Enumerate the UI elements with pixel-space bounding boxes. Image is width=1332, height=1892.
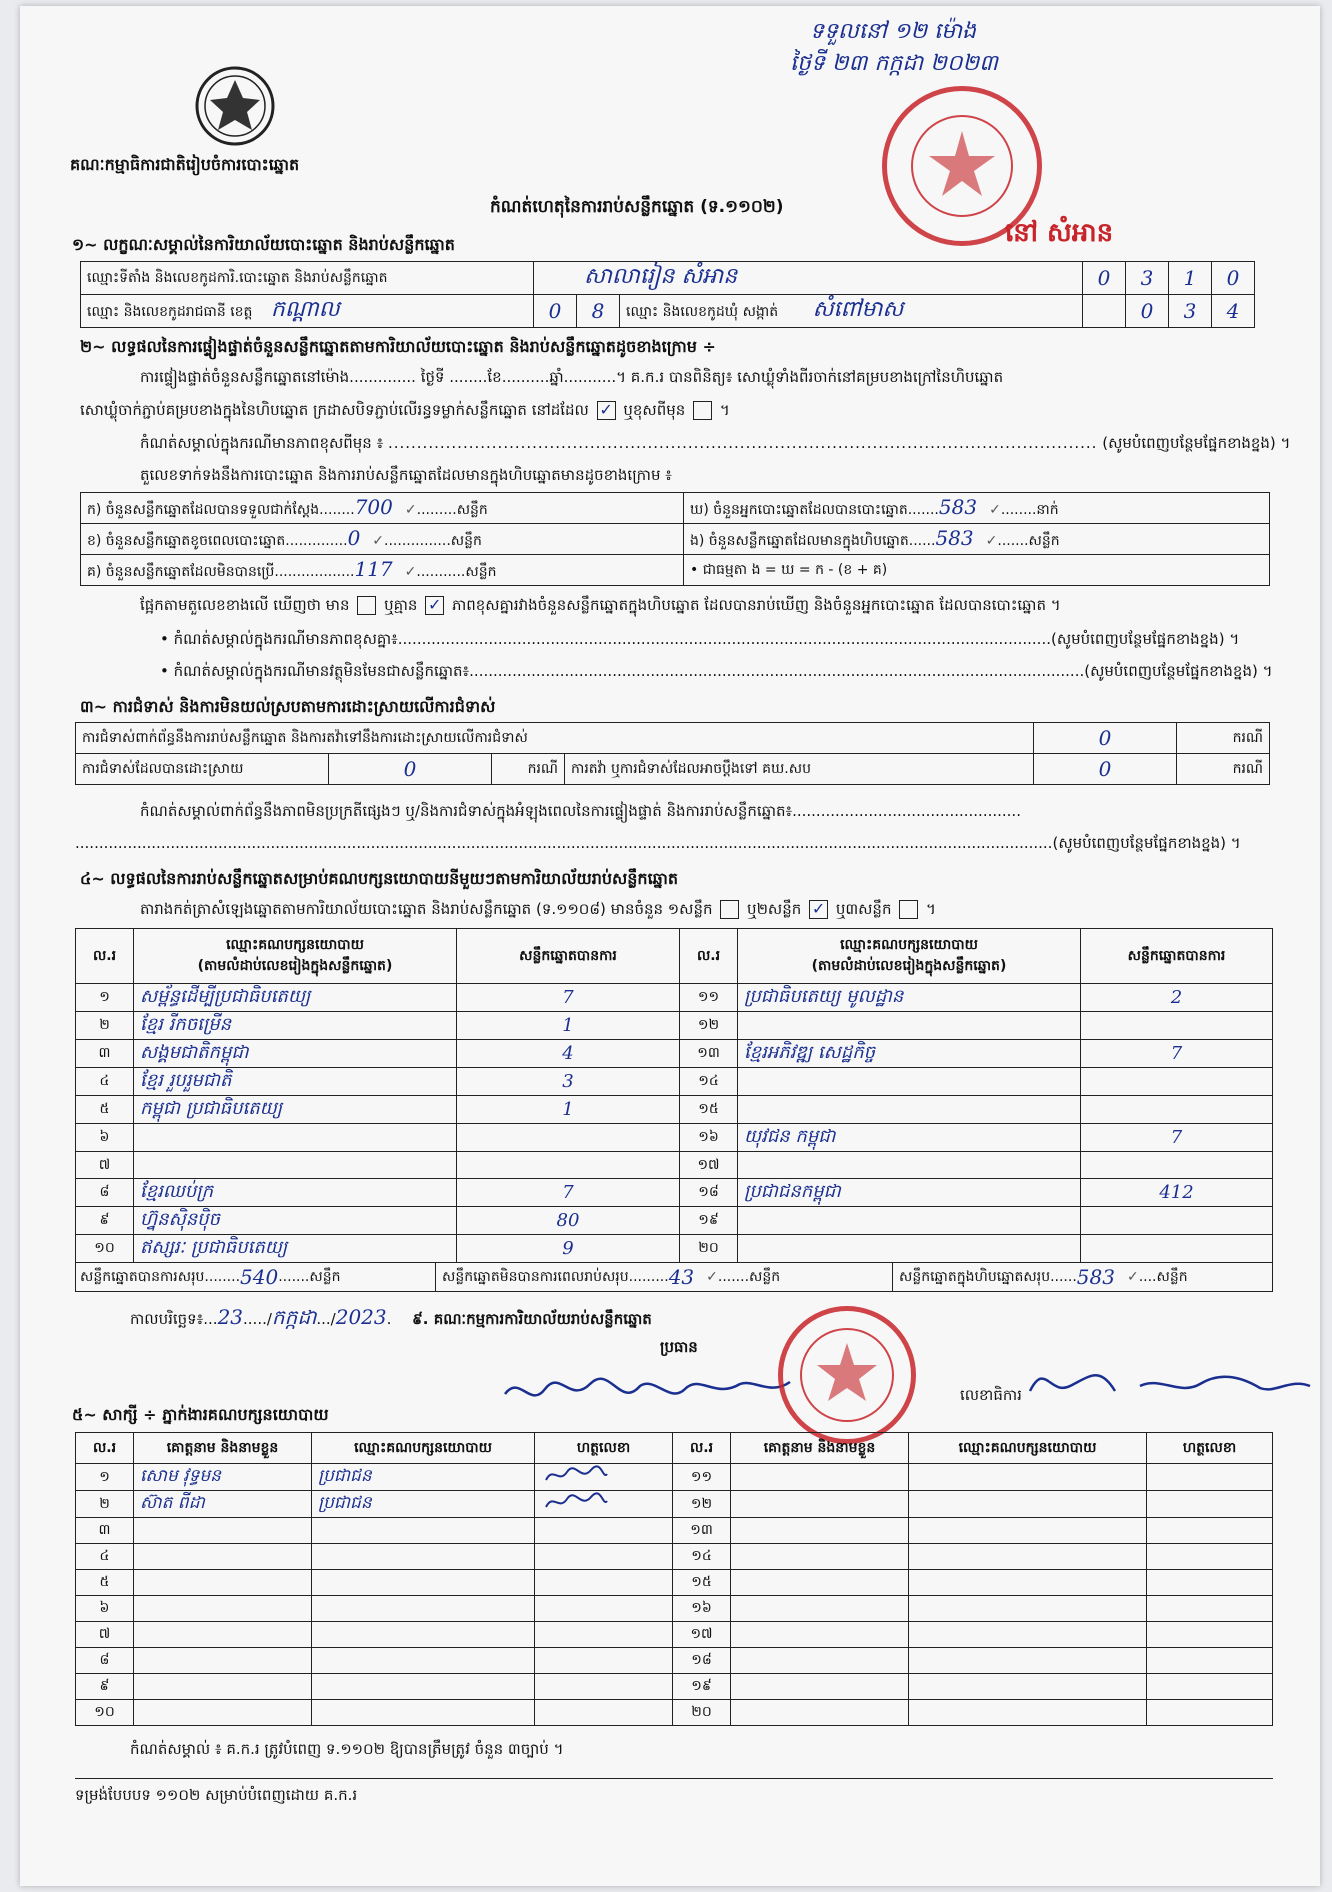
valid-votes xyxy=(457,1124,680,1152)
date-month: កក្កដា xyxy=(271,1305,317,1329)
emblem-logo xyxy=(190,64,280,152)
commune-code-1: 0 xyxy=(1126,295,1169,328)
table-row xyxy=(76,1235,1273,1263)
agent-name xyxy=(134,1570,312,1596)
valid-votes: 1 xyxy=(457,1012,680,1040)
row-number: ១១ xyxy=(673,1464,731,1491)
agent-party xyxy=(909,1622,1147,1648)
valid-votes: 1 xyxy=(457,1096,680,1124)
resolved-label: ការជំទាស់ដែលបានដោះស្រាយ xyxy=(76,754,329,785)
row-number: ៩ xyxy=(76,1674,134,1700)
valid-votes xyxy=(1081,1096,1273,1124)
row-number: ៩ xyxy=(76,1207,134,1235)
date-line: កាលបរិច្ឆេទ៖...23...../កក្កដា.../2023. ៩. គណៈកម្មការការិយាល័យរាប់សន្លឹកឆ្នោត xyxy=(130,1305,652,1329)
row-number: ១ xyxy=(76,1464,134,1491)
table-row xyxy=(76,1544,1273,1570)
row-number: ១៤ xyxy=(680,1068,738,1096)
form-sheet xyxy=(20,6,1320,1886)
row-number: ១ xyxy=(76,984,134,1012)
valid-votes: 2 xyxy=(1081,984,1273,1012)
agent-name xyxy=(134,1648,312,1674)
party-name xyxy=(134,1152,457,1179)
agent-signature xyxy=(535,1674,673,1700)
three-sheets-checkbox[interactable] xyxy=(899,900,918,919)
table-row xyxy=(76,1124,1273,1152)
row-number: ៥ xyxy=(76,1570,134,1596)
agent-signature xyxy=(535,1464,673,1491)
table-row xyxy=(76,1040,1273,1068)
chair-signature xyxy=(500,1364,800,1418)
complaints-count: 0 xyxy=(1034,723,1177,754)
row-number: ៣ xyxy=(76,1518,134,1544)
committee-header: គណៈកម្មាធិការជាតិរៀបចំការបោះឆ្នោត xyxy=(70,155,300,174)
agent-signature xyxy=(1147,1491,1273,1518)
total-ballots-in-box: 583 xyxy=(1076,1265,1115,1289)
row-number: ២ xyxy=(76,1491,134,1518)
row-number: ១៦ xyxy=(673,1596,731,1622)
row-number: ១៩ xyxy=(673,1674,731,1700)
valid-votes: 3 xyxy=(457,1068,680,1096)
row-number: ៨ xyxy=(76,1179,134,1207)
row-number: ១៦ xyxy=(680,1124,738,1152)
party-name: ប្រជាជនកម្ពុជា xyxy=(738,1179,1081,1207)
agent-name xyxy=(731,1622,909,1648)
row-number: ១០ xyxy=(76,1235,134,1263)
site-code-1: 0 xyxy=(1083,262,1126,295)
agent-signature xyxy=(535,1491,673,1518)
agent-party: ប្រជាជន xyxy=(312,1464,535,1491)
table-row xyxy=(76,1464,1273,1491)
valid-votes: 7 xyxy=(457,984,680,1012)
agent-name xyxy=(134,1596,312,1622)
party-name xyxy=(134,1124,457,1152)
party-name: យុវជន កម្ពុជា xyxy=(738,1124,1081,1152)
valid-votes: 9 xyxy=(457,1235,680,1263)
row-number: ១៧ xyxy=(673,1622,731,1648)
checkmark-icon: ✓ xyxy=(706,1269,718,1285)
agent-signature xyxy=(1147,1700,1273,1726)
footer-form-code: ទម្រង់បែបបទ ១១០២ សម្រាប់បំពេញដោយ គ.ក.រ xyxy=(75,1786,358,1804)
row-number: ១៥ xyxy=(673,1570,731,1596)
row-number: ១៣ xyxy=(673,1518,731,1544)
appeal-label: ការតវ៉ា ឬការជំទាស់ដែលអាចប្ដឹងទៅ គឃ.សប xyxy=(565,754,1034,785)
table-row xyxy=(76,1068,1273,1096)
spoiled-ballots: 0 xyxy=(347,526,361,550)
agent-signature xyxy=(1147,1596,1273,1622)
row-number: ១២ xyxy=(680,1012,738,1040)
one-sheet-checkbox[interactable] xyxy=(720,900,739,919)
agent-name xyxy=(731,1674,909,1700)
figures-table: ក) ចំនួនសន្លឹកឆ្នោតដែលបានទទួលជាក់ស្ដែង........700 ✓.........សន្លឹក ឃ) ចំនួនអ្នកបោះឆ្នោតដែលបានបោះឆ្នោត.......583 ✓........នាក់ ខ) ចំនួនសន្លឹកឆ្នោតខូចពេលបោះឆ្នោត..............0 ✓...............សន្លឹក ង) ចំនួនសន្លឹកឆ្នោតដែលមានក្នុងហិបឆ្នោត......583 ✓.......សន្លឹក គ) ចំនួនសន្លឹកឆ្នោតដែលមិនបានប្រើ..................117 ✓...........សន្លឹក • ជាធម្មតា ង = ឃ = ក - (ខ + គ) xyxy=(80,492,1270,586)
secretary-label: លេខាធិការ xyxy=(960,1386,1022,1404)
footer-divider xyxy=(75,1778,1273,1779)
row-number: ១៨ xyxy=(673,1648,731,1674)
agent-signature xyxy=(1147,1518,1273,1544)
two-sheets-checkbox[interactable]: ✓ xyxy=(809,900,828,919)
received-ballots: 700 xyxy=(354,495,393,519)
province-label: ឈ្មោះ និងលេខកូដរាជធានី ខេត្ត xyxy=(87,304,253,320)
party-name xyxy=(738,1235,1081,1263)
valid-votes xyxy=(1081,1012,1273,1040)
section2-heading: ២~ លទ្ធផលនៃការផ្ទៀងផ្ទាត់ចំនួនសន្លឹកឆ្នោតតាមការិយាល័យបោះឆ្នោត និងរាប់សន្លឹកឆ្នោតដូចខាងក្រោម ÷ xyxy=(80,337,716,356)
table-row xyxy=(76,984,1273,1012)
comparison-line: ផ្អែកតាមតួលេខខាងលើ ឃើញថា មាន ឬគ្មាន ✓ ភាពខុសគ្នារវាងចំនួនសន្លឹកឆ្នោតក្នុងហិបឆ្នោត ដែលបានរាប់ឃើញ និងចំនួនអ្នកបោះឆ្នោត ដែលបានបោះឆ្នោត ។ xyxy=(140,595,1061,614)
row-number: ២០ xyxy=(673,1700,731,1726)
bullet-foreign-object: • កំណត់សម្គាល់ក្នុងករណីមានវត្ថុមិនមែនជាសន្លឹកឆ្នោត៖.................................................................................................................................(សូមបំពេញបន្ថែមផ្នែកខាងខ្នង) ។ xyxy=(160,662,1273,680)
row-number: ៧ xyxy=(76,1622,134,1648)
table-row xyxy=(76,1207,1273,1235)
valid-votes: 7 xyxy=(457,1179,680,1207)
party-name: កម្ពុជា ប្រជាធិបតេយ្យ xyxy=(134,1096,457,1124)
agent-signature xyxy=(535,1518,673,1544)
verification-line-2: សោឃ្លុំចាក់ភ្ជាប់គម្របខាងក្នុងនៃហិបឆ្នោត ក្រដាសបិទភ្ជាប់លើរន្ធទម្លាក់សន្លឹកឆ្នោត នៅដដែល ✓ ឬខុសពីមុន ។ xyxy=(80,400,730,419)
agent-name xyxy=(731,1700,909,1726)
agent-party xyxy=(312,1518,535,1544)
committee-signature-label: ៩. គណៈកម្មការការិយាល័យរាប់សន្លឹកឆ្នោត xyxy=(412,1310,652,1328)
agent-party xyxy=(909,1518,1147,1544)
commune-code-3: 4 xyxy=(1212,295,1255,328)
unused-ballots: 117 xyxy=(354,557,393,581)
agent-signature xyxy=(1147,1544,1273,1570)
valid-votes xyxy=(457,1152,680,1179)
table-row xyxy=(76,1518,1273,1544)
section1-table xyxy=(80,261,1255,328)
unchanged-checkbox[interactable]: ✓ xyxy=(597,401,616,420)
party-agents-table: ល.រ គោត្តនាម និងនាមខ្លួន ឈ្មោះគណបក្សនយោបាយ ហត្ថលេខា ល.រ គោត្តនាម និងនាមខ្លួន ឈ្មោះគណបក្សនយោបាយ ហត្ថលេខា ១ សោម វុទ្ធមន ប្រជាជន ១១ ២ ស៊ាត ពីដា ប្រជាជន ១២ ៣ ១៣ ៤ ១៤ ៥ ១៥ ៦ ១៦ ៧ ១៧ ៨ ១៨ ៩ ១៩ ១០ ២០ xyxy=(75,1432,1273,1726)
figures-intro: តួលេខទាក់ទងនឹងការបោះឆ្នោត និងការរាប់សន្លឹកឆ្នោតដែលមានក្នុងហិបឆ្នោតមានដូចខាងក្រោម ៖ xyxy=(140,466,672,484)
row-number: ៤ xyxy=(76,1544,134,1570)
irregularity-note-tail: .............................................................................................................................................................................................................(សូមបំពេញបន្ថែមផ្នែកខាងខ្នង) ។ xyxy=(75,834,1241,852)
table-row xyxy=(76,1179,1273,1207)
party-name: ឥស្សរៈ ប្រជាធិបតេយ្យ xyxy=(134,1235,457,1263)
site-code-3: 1 xyxy=(1169,262,1212,295)
checkmark-icon: ✓ xyxy=(989,502,1001,518)
agent-party xyxy=(909,1674,1147,1700)
row-number: ១៤ xyxy=(673,1544,731,1570)
sheet-count-line: តារាងកត់ត្រាសំឡេងឆ្នោតតាមការិយាល័យបោះឆ្នោត និងរាប់សន្លឹកឆ្នោត (ទ.១១០៨) មានចំនួន ១សន្លឹក ឬ២សន្លឹក ✓ ឬ៣សន្លឹក ។ xyxy=(140,899,936,918)
secretary-signature xyxy=(1020,1356,1320,1410)
table-row xyxy=(76,1648,1273,1674)
date-day: 23 xyxy=(217,1305,244,1329)
row-number: ៥ xyxy=(76,1096,134,1124)
agent-name xyxy=(134,1622,312,1648)
valid-votes: 7 xyxy=(1081,1040,1273,1068)
row-number: ១៥ xyxy=(680,1096,738,1124)
valid-votes xyxy=(1081,1235,1273,1263)
section5-heading: ៥~ សាក្សី ÷ ភ្នាក់ងារគណបក្សនយោបាយ xyxy=(72,1405,329,1424)
agent-name xyxy=(731,1596,909,1622)
row-number: ១៣ xyxy=(680,1040,738,1068)
changed-checkbox[interactable] xyxy=(693,401,712,420)
form-title: កំណត់ហេតុនៃការរាប់សន្លឹកឆ្នោត (ទ.១១០២) xyxy=(490,197,784,217)
agent-party xyxy=(312,1596,535,1622)
table-row xyxy=(76,1152,1273,1179)
agent-party xyxy=(909,1596,1147,1622)
appeal-count: 0 xyxy=(1034,754,1177,785)
agent-name xyxy=(134,1544,312,1570)
party-name xyxy=(738,1068,1081,1096)
row-number: ៨ xyxy=(76,1648,134,1674)
valid-votes xyxy=(1081,1068,1273,1096)
row-number: ៦ xyxy=(76,1596,134,1622)
party-name: សម្ព័ន្ធដើម្បីប្រជាធិបតេយ្យ xyxy=(134,984,457,1012)
chair-label: ប្រធាន xyxy=(660,1338,698,1356)
agent-signature xyxy=(1147,1674,1273,1700)
table-row xyxy=(76,1700,1273,1726)
party-name: ខ្មែរ រីកចម្រើន xyxy=(134,1012,457,1040)
table-row xyxy=(76,1491,1273,1518)
site-code-4: 0 xyxy=(1212,262,1255,295)
table-row xyxy=(76,1596,1273,1622)
table-row xyxy=(76,1012,1273,1040)
bullet-difference: • កំណត់សម្គាល់ក្នុងករណីមានភាពខុសគ្នា៖.........................................................................................................................................(សូមបំពេញបន្ថែមផ្នែកខាងខ្នង) ។ xyxy=(160,630,1240,648)
province-code-2: 8 xyxy=(577,295,620,328)
date-year: 2023 xyxy=(335,1305,387,1329)
agent-party xyxy=(909,1491,1147,1518)
party-name: ប្រជាធិបតេយ្យ មូលដ្ឋាន xyxy=(738,984,1081,1012)
agent-signature xyxy=(535,1596,673,1622)
row-number: ៧ xyxy=(76,1152,134,1179)
agent-signature xyxy=(1147,1622,1273,1648)
resolved-count: 0 xyxy=(329,754,492,785)
site-code-2: 3 xyxy=(1126,262,1169,295)
agent-party xyxy=(312,1544,535,1570)
commune-code-2: 3 xyxy=(1169,295,1212,328)
checkmark-icon: ✓ xyxy=(404,502,417,518)
agent-name xyxy=(731,1464,909,1491)
party-name: ហ្វ៊ុនស៊ិនប៉ិច xyxy=(134,1207,457,1235)
no-difference-checkbox[interactable]: ✓ xyxy=(425,596,444,615)
agent-name xyxy=(731,1544,909,1570)
complaints-table: ការជំទាស់ពាក់ព័ន្ធនឹងការរាប់សន្លឹកឆ្នោត និងការតវ៉ាទៅនឹងការដោះស្រាយលើការជំទាស់ 0 ករណី ការជំទាស់ដែលបានដោះស្រាយ 0 ករណី ការតវ៉ា ឬការជំទាស់ដែលអាចប្ដឹងទៅ គឃ.សប 0 ករណី xyxy=(75,722,1270,785)
agent-name: ស៊ាត ពីដា xyxy=(134,1491,312,1518)
agent-name xyxy=(731,1570,909,1596)
agent-signature xyxy=(1147,1464,1273,1491)
agent-name xyxy=(731,1491,909,1518)
commune-label: ឈ្មោះ និងលេខកូដឃុំ សង្កាត់ xyxy=(626,304,779,320)
ballots-in-box: 583 xyxy=(935,526,974,550)
agent-party xyxy=(909,1544,1147,1570)
row-number: ១២ xyxy=(673,1491,731,1518)
checkmark-icon: ✓ xyxy=(1126,1269,1139,1285)
voters-count: 583 xyxy=(938,495,978,519)
agent-signature xyxy=(535,1700,673,1726)
checkmark-icon: ✓ xyxy=(985,533,998,549)
row-number: ១៧ xyxy=(680,1152,738,1179)
site-value: សាលារៀន សំអាន xyxy=(534,262,1083,295)
agent-party xyxy=(909,1464,1147,1491)
difference-note: កំណត់សម្គាល់ក្នុងករណីមានភាពខុសពីមុន ៖ ........................................................................................................................... (សូមបំពេញបន្ថែមផ្នែកខាងខ្នង) ។ xyxy=(140,434,1291,452)
row-number: ១១ xyxy=(680,984,738,1012)
province-code-1: 0 xyxy=(534,295,577,328)
agent-name xyxy=(134,1700,312,1726)
party-name: ខ្មែរ រួបរួមជាតិ xyxy=(134,1068,457,1096)
agent-party xyxy=(312,1674,535,1700)
party-name xyxy=(738,1207,1081,1235)
row-number: ១០ xyxy=(76,1700,134,1726)
agent-signature xyxy=(535,1544,673,1570)
table-row xyxy=(76,1674,1273,1700)
section3-heading: ៣~ ការជំទាស់ និងការមិនយល់ស្របតាមការដោះស្រាយលើការជំទាស់ xyxy=(80,697,496,716)
has-difference-checkbox[interactable] xyxy=(357,596,376,615)
agent-party xyxy=(909,1570,1147,1596)
agent-name xyxy=(731,1518,909,1544)
row-number: ២០ xyxy=(680,1235,738,1263)
agent-name xyxy=(731,1648,909,1674)
checkmark-icon: ✓ xyxy=(372,533,385,549)
agent-party xyxy=(909,1700,1147,1726)
valid-votes xyxy=(1081,1152,1273,1179)
table-row xyxy=(76,1622,1273,1648)
party-name xyxy=(738,1096,1081,1124)
valid-votes: 4 xyxy=(457,1040,680,1068)
row-number: ៣ xyxy=(76,1040,134,1068)
agent-party xyxy=(909,1648,1147,1674)
section1-heading: ១~ លក្ខណៈសម្គាល់នៃការិយាល័យបោះឆ្នោត និងរាប់សន្លឹកឆ្នោត xyxy=(72,235,455,254)
received-note: ទទួលនៅ ១២ ម៉ោង ថ្ងៃទី ២៣ កក្កដា ២០២៣ xyxy=(790,19,998,76)
agent-signature xyxy=(1147,1570,1273,1596)
row-number: ១៨ xyxy=(680,1179,738,1207)
agent-name: សោម វុទ្ធមន xyxy=(134,1464,312,1491)
seal-location-label: នៅ សំអាន xyxy=(1005,218,1114,248)
verification-line-1: ការផ្ទៀងផ្ទាត់ចំនួនសន្លឹកឆ្នោតនៅម៉ោង.............. ថ្ងៃទី ........ខែ..........ឆ្នាំ...........។ គ.ក.រ បានពិនិត្យ៖ សោឃ្លុំទាំងពីរចាក់នៅគម្របខាងក្រៅនៃហិបឆ្នោត xyxy=(140,368,1004,386)
valid-votes xyxy=(1081,1207,1273,1235)
agent-signature xyxy=(535,1570,673,1596)
province-value: កណ្ដាល xyxy=(270,297,340,322)
row-number: ៦ xyxy=(76,1124,134,1152)
agent-signature xyxy=(535,1648,673,1674)
row-number: ១៩ xyxy=(680,1207,738,1235)
checkmark-icon: ✓ xyxy=(404,564,417,580)
table-row xyxy=(76,1570,1273,1596)
total-valid-votes: 540 xyxy=(240,1265,279,1289)
row-number: ៤ xyxy=(76,1068,134,1096)
formula-note: • ជាធម្មតា ង = ឃ = ក - (ខ + គ) xyxy=(690,561,888,578)
total-invalid-votes: 43 xyxy=(668,1265,695,1289)
party-name: ខ្មែរឈប់ក្រ xyxy=(134,1179,457,1207)
committee-seal-stamp xyxy=(778,1306,916,1444)
valid-votes: 80 xyxy=(457,1207,680,1235)
agent-signature xyxy=(1147,1648,1273,1674)
agent-party xyxy=(312,1622,535,1648)
agent-name xyxy=(134,1518,312,1544)
party-votes-table: ល.រ ឈ្មោះគណបក្សនយោបាយ (តាមលំដាប់លេខរៀងក្នុងសន្លឹកឆ្នោត) សន្លឹកឆ្នោតបានការ ល.រ ឈ្មោះគណបក្សនយោបាយ (តាមលំដាប់លេខរៀងក្នុងសន្លឹកឆ្នោត) សន្លឹកឆ្នោតបានការ ១ សម្ព័ន្ធដើម្បីប្រជាធិបតេយ្យ 7 ១១ ប្រជាធិបតេយ្យ មូលដ្ឋាន 2 ២ ខ្មែរ រីកចម្រើន 1 ១២ ៣ សង្គមជាតិកម្ពុជា 4 ១៣ ខ្មែរអភិវឌ្ឍ សេដ្ឋកិច្ច 7 ៤ ខ្មែរ រួបរួមជាតិ 3 ១៤ ៥ កម្ពុជា ប្រជាធិបតេយ្យ 1 ១៥ ៦ ១៦ យុវជន កម្ពុជា 7 ៧ ១៧ ៨ ខ្មែរឈប់ក្រ 7 ១៨ ប្រជាជនកម្ពុជា 412 ៩ ហ្វ៊ុនស៊ិនប៉ិច 80 ១៩ ១០ ឥស្សរៈ ប្រជាធិបតេយ្យ 9 ២០ សន្លឹកឆ្នោតបានការសរុប ........ 540 ....... សន្លឹក សន្លឹកឆ្នោតមិនបានការពេលរាប់សរុប ......... 43 ✓ ....... សន្លឹក សន្លឹកឆ្នោតក្នុងហិបឆ្នោតសរុប ...... 583 ✓ .... សន្លឹក xyxy=(75,928,1273,1292)
table-row xyxy=(76,1096,1273,1124)
agent-signature xyxy=(535,1622,673,1648)
party-name xyxy=(738,1012,1081,1040)
site-label: ឈ្មោះទីតាំង និងលេខកូដការិ.បោះឆ្នោត និងរាប់សន្លឹកឆ្នោត xyxy=(81,262,534,295)
irregularity-note: កំណត់សម្គាល់ពាក់ព័ន្ធនឹងភាពមិនប្រក្រតីផ្សេងៗ ឬ/និងការជំទាស់ក្នុងអំឡុងពេលនៃការផ្ទៀងផ្ទាត់ និងការរាប់សន្លឹកឆ្នោត៖................................................ xyxy=(140,802,1021,820)
section4-heading: ៤~ លទ្ធផលនៃការរាប់សន្លឹកឆ្នោតសម្រាប់គណបក្សនយោបាយនីមួយៗតាមការិយាល័យរាប់សន្លឹកឆ្នោត xyxy=(80,869,679,888)
agent-party xyxy=(312,1570,535,1596)
agent-party xyxy=(312,1648,535,1674)
agent-name xyxy=(134,1674,312,1700)
agent-party xyxy=(312,1700,535,1726)
party-name xyxy=(738,1152,1081,1179)
party-name: សង្គមជាតិកម្ពុជា xyxy=(134,1040,457,1068)
complaints-label: ការជំទាស់ពាក់ព័ន្ធនឹងការរាប់សន្លឹកឆ្នោត និងការតវ៉ាទៅនឹងការដោះស្រាយលើការជំទាស់ xyxy=(76,723,1034,754)
valid-votes: 412 xyxy=(1081,1179,1273,1207)
commune-value: សំពៅមាស xyxy=(812,297,904,322)
row-number: ២ xyxy=(76,1012,134,1040)
party-name: ខ្មែរអភិវឌ្ឍ សេដ្ឋកិច្ច xyxy=(738,1040,1081,1068)
agent-party: ប្រជាជន xyxy=(312,1491,535,1518)
valid-votes: 7 xyxy=(1081,1124,1273,1152)
footer-note: កំណត់សម្គាល់ ៖ គ.ក.រ ត្រូវបំពេញ ទ.១១០២ ឱ្យបានត្រឹមត្រូវ ចំនួន ៣ច្បាប់ ។ xyxy=(130,1740,564,1758)
